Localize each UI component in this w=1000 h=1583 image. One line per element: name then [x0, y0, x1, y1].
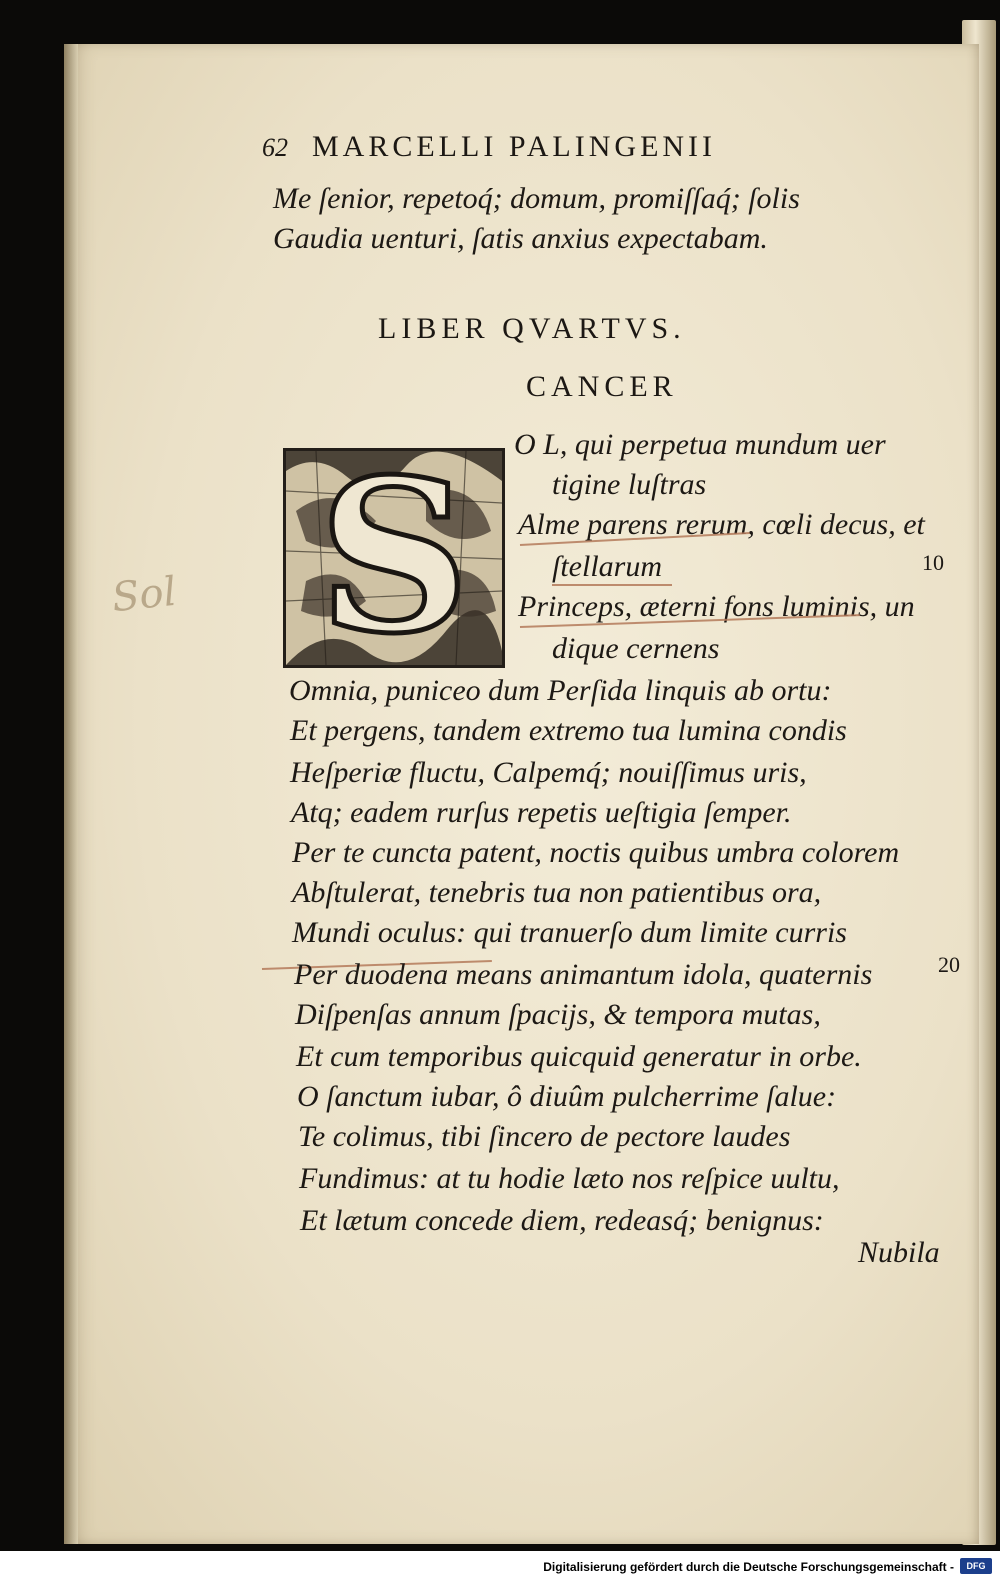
- page-gutter: [64, 44, 78, 1544]
- carryover-line: Me ſenior, repetoq́; domum, promiſſaq́; ſolis: [273, 182, 800, 215]
- verse-line: Fundimus: at tu hodie læto nos reſpice uultu,: [299, 1162, 840, 1195]
- verse-line: Et pergens, tandem extremo tua lumina condis: [290, 714, 847, 747]
- book-title: LIBER QVARTVS.: [378, 312, 686, 345]
- page-number: 62: [262, 133, 288, 162]
- margin-annotation: Sol: [109, 568, 179, 622]
- verse-line: O ſanctum iubar, ô diuûm pulcherrime ſalue:: [297, 1080, 837, 1113]
- initial-line: O L, qui perpetua mundum uer: [514, 428, 886, 461]
- verse-line: Te colimus, tibi ſincero de pectore laudes: [298, 1120, 791, 1153]
- running-head: [262, 130, 716, 164]
- verse-line: Atq; eadem rurſus repetis ueſtigia ſemper.: [291, 796, 792, 829]
- book-subtitle: CANCER: [526, 370, 678, 403]
- initial-line: tigine luſtras: [552, 468, 707, 501]
- catchword: Nubila: [858, 1236, 940, 1269]
- initial-line: dique cernens: [552, 632, 720, 665]
- verse-line: Mundi oculus: qui tranuerſo dum limite curris: [292, 916, 847, 949]
- verse-line: Per te cuncta patent, noctis quibus umbra colorem: [292, 836, 900, 869]
- initial-letter: S: [318, 448, 470, 668]
- footer-credit: Digitalisierung gefördert durch die Deutsche Forschungsgemeinschaft -: [543, 1560, 954, 1574]
- verse-line: Et lætum concede diem, redeasq́; benignus:: [300, 1204, 824, 1237]
- verse-line: Heſperiæ fluctu, Calpemq́; nouiſſimus uris,: [290, 756, 807, 789]
- running-head-title: MARCELLI PALINGENII: [312, 130, 717, 163]
- initial-line: Alme parens rerum, cœli decus, et: [518, 508, 925, 541]
- verse-line: Omnia, puniceo dum Perſida linquis ab ortu:: [289, 674, 832, 707]
- carryover-line: Gaudia uenturi, ſatis anxius expectabam.: [273, 222, 768, 255]
- ink-underline: [552, 584, 672, 586]
- woodcut-initial: [283, 448, 505, 668]
- verse-line: Diſpenſas annum ſpacijs, & tempora mutas,: [295, 998, 821, 1031]
- show-through-text: [830, 160, 960, 388]
- verse-line: Abſtulerat, tenebris tua non patientibus ora,: [292, 876, 822, 909]
- verse-line: Per duodena means animantum idola, quaternis: [294, 958, 873, 991]
- initial-line: ſtellarum: [552, 550, 662, 583]
- initial-line: Princeps, æterni fons luminis, un: [518, 590, 915, 623]
- line-number: 20: [938, 952, 960, 977]
- line-number: 10: [922, 550, 944, 575]
- dfg-logo: DFG: [960, 1558, 992, 1574]
- verse-line: Et cum temporibus quicquid generatur in orbe.: [296, 1040, 862, 1073]
- digitization-footer: [0, 1551, 1000, 1583]
